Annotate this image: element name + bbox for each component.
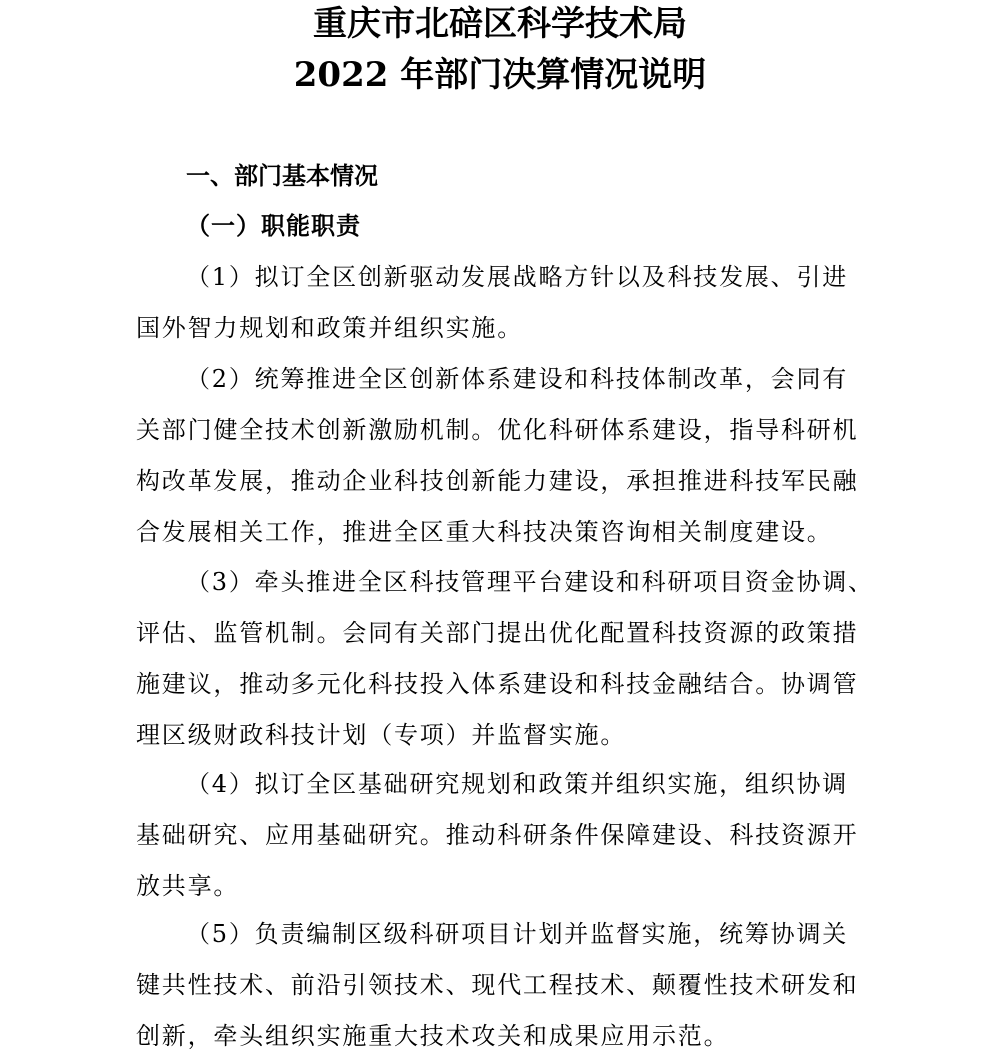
paragraph-line: 关部门健全技术创新激励机制。优化科研体系建设，指导科研机	[136, 416, 859, 444]
paragraph-line: 评估、监管机制。会同有关部门提出优化配置科技资源的政策措	[136, 619, 859, 647]
paragraph-duty-5	[136, 909, 896, 1062]
paragraph-line: （5）负责编制区级科研项目计划并监督实施，统筹协调关	[186, 920, 849, 948]
paragraph-line: 构改革发展，推动企业科技创新能力建设，承担推进科技军民融	[136, 467, 859, 495]
document-title-line2: 2022 年部门决算情况说明	[293, 55, 707, 95]
paragraph-line: 合发展相关工作，推进全区重大科技决策咨询相关制度建设。	[136, 518, 833, 546]
paragraph-line: 施建议，推动多元化科技投入体系建设和科技金融结合。协调管	[136, 670, 859, 698]
paragraph-duty-3	[136, 557, 896, 761]
section-heading-basic-info: 一、部门基本情况	[186, 162, 378, 190]
paragraph-duty-1	[136, 252, 896, 354]
paragraph-line: （1）拟订全区创新驱动发展战略方针以及科技发展、引进	[186, 263, 849, 291]
paragraph-line: 基础研究、应用基础研究。推动科研条件保障建设、科技资源开	[136, 821, 859, 849]
paragraph-line: （3）牵头推进全区科技管理平台建设和科研项目资金协调、	[186, 568, 874, 596]
paragraph-line: 键共性技术、前沿引领技术、现代工程技术、颠覆性技术研发和	[136, 971, 859, 999]
paragraph-duty-2	[136, 354, 896, 558]
document-title-line1: 重庆市北碚区科学技术局	[313, 4, 687, 44]
paragraph-line: 放共享。	[136, 872, 240, 900]
paragraph-line: 国外智力规划和政策并组织实施。	[136, 314, 523, 342]
paragraph-line: 创新，牵头组织实施重大技术攻关和成果应用示范。	[136, 1022, 730, 1050]
paragraph-line: （2）统筹推进全区创新体系建设和科技体制改革，会同有	[186, 365, 849, 393]
paragraph-duty-4	[136, 759, 896, 912]
subsection-heading-functions: （一）职能职责	[186, 211, 361, 240]
paragraph-line: 理区级财政科技计划（专项）并监督实施。	[136, 721, 627, 749]
paragraph-line: （4）拟订全区基础研究规划和政策并组织实施，组织协调	[186, 770, 849, 798]
